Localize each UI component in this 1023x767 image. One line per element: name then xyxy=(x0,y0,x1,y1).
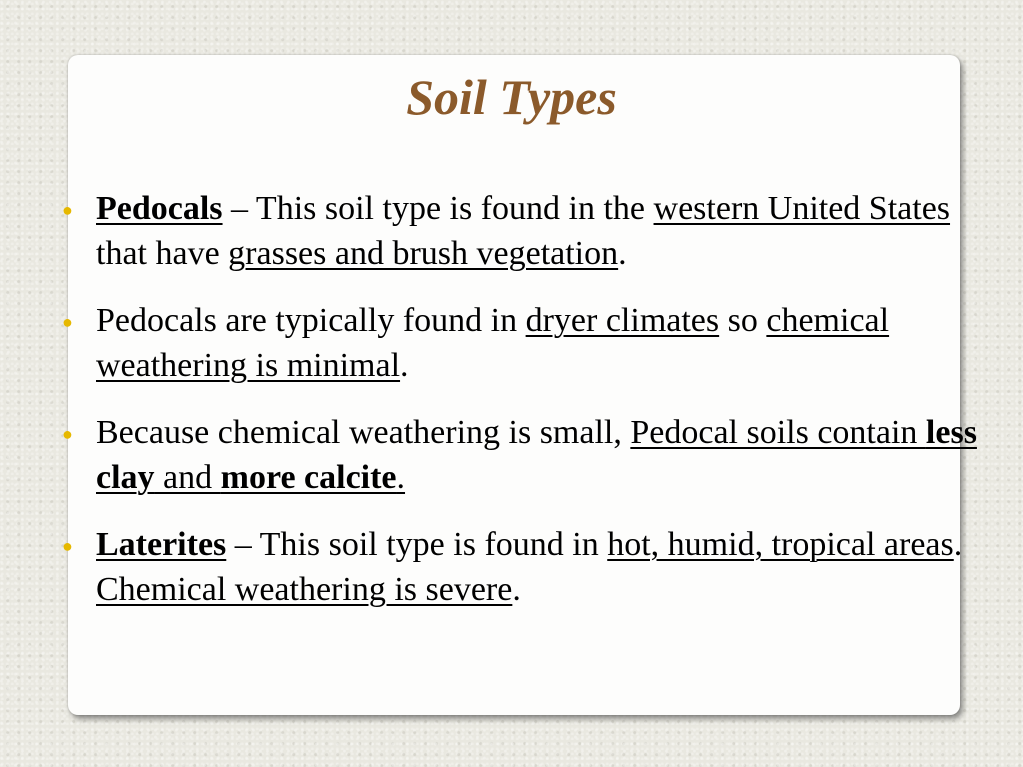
bullet-item-pedocals xyxy=(60,186,980,276)
underlined-phrase: hot, humid, tropical areas xyxy=(607,526,954,563)
bullet-text: . xyxy=(618,235,627,272)
bullet-text: so xyxy=(719,302,767,339)
bullet-text: Because chemical weathering is small, xyxy=(96,414,631,451)
emphasis-less-clay: less clay xyxy=(96,414,977,496)
bullet-text: – This soil type is found in xyxy=(226,526,608,563)
bullet-item-clay-calcite xyxy=(60,410,980,500)
underlined-phrase: Pedocal soils contain less clay and more calcite. xyxy=(96,414,977,496)
bullet-text: that have xyxy=(96,235,229,272)
bullet-text: – This soil type is found in the xyxy=(222,190,654,227)
emphasis-more-calcite: more calcite xyxy=(220,459,397,496)
bullet-text: Pedocals are typically found in xyxy=(96,302,526,339)
underlined-phrase: dryer climates xyxy=(525,302,720,339)
underlined-phrase: Chemical weathering is severe xyxy=(96,571,513,608)
bullet-text: . xyxy=(512,571,521,608)
term-laterites: Laterites xyxy=(96,526,227,563)
bullet-list xyxy=(60,186,980,634)
term-pedocals: Pedocals xyxy=(96,190,223,227)
bullet-text: . xyxy=(400,347,409,384)
underlined-phrase: chemical weathering is minimal xyxy=(96,302,890,384)
bullet-dot-icon: ● xyxy=(62,312,73,332)
underlined-phrase: western United States xyxy=(653,190,951,227)
bullet-item-dry-climates xyxy=(60,298,980,388)
bullet-dot-icon: ● xyxy=(62,200,73,220)
bullet-text: . xyxy=(953,526,963,563)
bullet-item-laterites xyxy=(60,522,980,612)
bullet-dot-icon: ● xyxy=(62,424,73,444)
slide-title: Soil Types xyxy=(406,69,617,125)
bullet-dot-icon: ● xyxy=(62,536,73,556)
underlined-phrase: grasses and brush vegetation xyxy=(228,235,619,272)
